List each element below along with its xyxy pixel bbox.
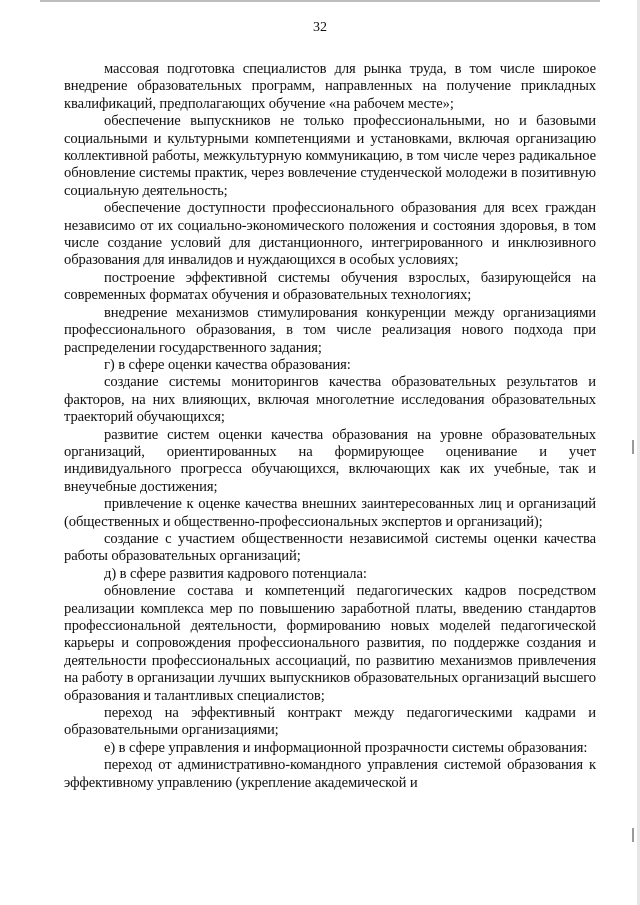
paragraph-effective-contract: переход на эффективный контракт между педагогическими кадрами и образовательными организациями; xyxy=(64,705,596,739)
paragraph-assessment-systems: развитие систем оценки качества образования на уровне образовательных организаций, ориентированных на формирующее оценивание и учет индивидуального прогресса обучающихся, включающих как их учебные, так и внеучебные достижения; xyxy=(64,426,596,495)
paragraph-monitoring: создание системы мониторингов качества образовательных результатов и факторов, на них влияющих, включая многолетние исследования образовательных траекторий обучающихся; xyxy=(64,374,596,426)
paragraph-competencies: обеспечение выпускников не только профессиональными, но и базовыми социальными и культурными компетенциями и установками, включая организацию коллективной работы, межкультурную коммуникацию, в том числе через радикальное обновление системы практик, через вовлечение студенческой молодежи в позитивную социальную деятельность; xyxy=(64,113,596,199)
section-heading-personnel: д) в сфере развития кадрового потенциала: xyxy=(104,565,367,582)
document-body xyxy=(64,61,596,792)
paragraph-teacher-renewal: обновление состава и компетенций педагогических кадров посредством реализации комплекса мер по повышению заработной платы, введению стандартов профессиональной деятельности, формированию новых моделей педагогической карьеры и сопровождения профессионального развития, по поддержке создания и деятельности профессиональных ассоциаций, по развитию механизмов привлечения на работу в организации лучших выпускников образовательных организаций высшего образования и талантливых специалистов; xyxy=(64,583,596,704)
page-number: 32 xyxy=(313,20,327,35)
scan-top-edge xyxy=(40,0,600,2)
paragraph-mass-training: массовая подготовка специалистов для рынка труда, в том числе широкое внедрение образовательных программ, направленных на получение прикладных квалификаций, предполагающих обучение «на рабочем месте»; xyxy=(64,61,596,112)
section-heading-management: е) в сфере управления и информационной прозрачности системы образования: xyxy=(104,739,588,756)
paragraph-accessibility: обеспечение доступности профессионального образования для всех граждан независимо от их социально-экономического положения и состояния здоровья, в том числе создание условий для дистанционного, интегрированного и инклюзивного образования для инвалидов и нуждающихся в особых условиях; xyxy=(64,200,596,269)
paragraph-management-transition: переход от административно-командного управления системой образования к эффективному управлению (укрепление академической и xyxy=(64,757,596,791)
paragraph-independent-assessment: создание с участием общественности независимой системы оценки качества работы образовательных организаций; xyxy=(64,530,596,565)
paragraph-competition: внедрение механизмов стимулирования конкуренции между организациями профессионального образования, в том числе реализация нового подхода при распределении государственного задания; xyxy=(64,304,596,356)
paragraph-adult-education: построение эффективной системы обучения взрослых, базирующейся на современных форматах обучения и образовательных технологиях; xyxy=(64,269,596,304)
section-heading-quality-assessment: г) в сфере оценки качества образования: xyxy=(104,356,351,373)
scan-mark xyxy=(632,828,634,842)
paragraph-external-stakeholders: привлечение к оценке качества внешних заинтересованных лиц и организаций (общественных и общественно-профессиональных экспертов и организаций); xyxy=(64,496,596,530)
scan-mark xyxy=(632,440,634,454)
